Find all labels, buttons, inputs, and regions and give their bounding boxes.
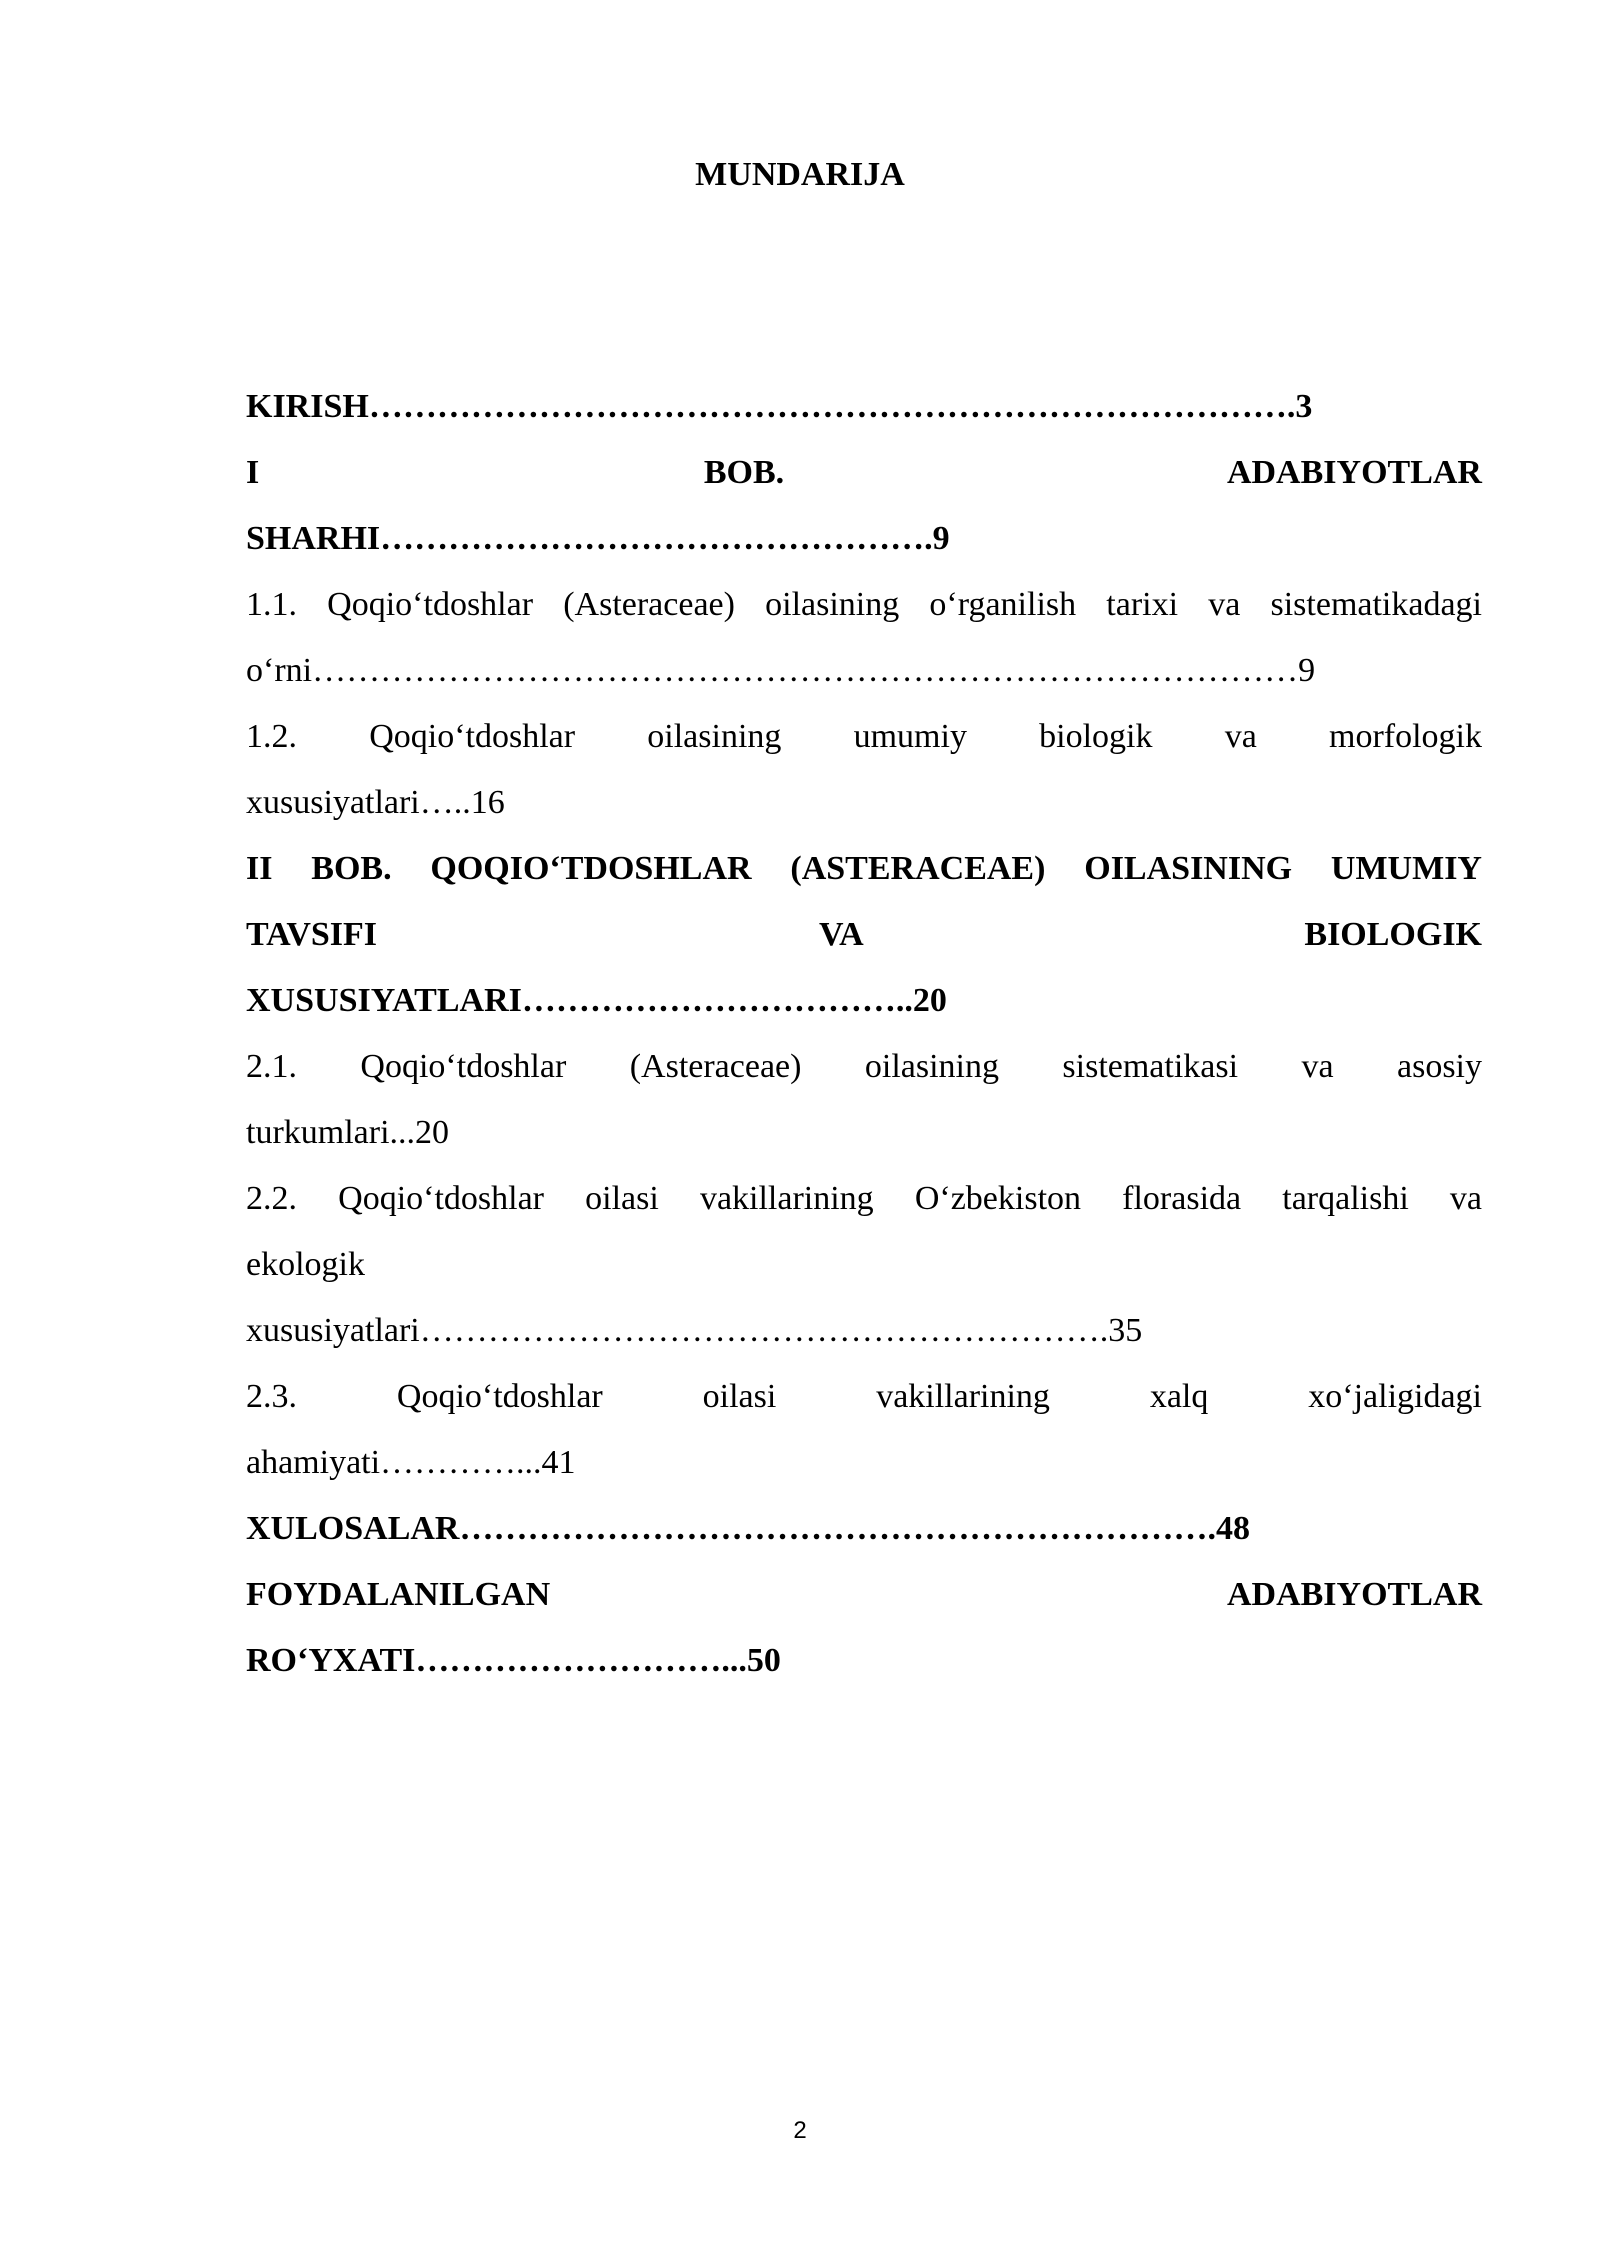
toc-line: XULOSALAR………………………………………………………….48 <box>246 1510 1250 1547</box>
toc-line: SHARHI………………………………………….9 <box>246 520 950 557</box>
toc-line: ekologik <box>246 1246 365 1283</box>
toc-line: XUSUSIYATLARI……………………………..20 <box>246 982 947 1019</box>
toc-line: RO‘YXATI………………………...50 <box>246 1642 781 1679</box>
toc-line: turkumlari...20 <box>246 1114 450 1151</box>
page-title: MUNDARIJA <box>695 156 905 193</box>
toc-line: TAVSIFI VA BIOLOGIK <box>246 916 1482 953</box>
toc-line: xususiyatlari…………………………………………………….35 <box>246 1312 1143 1349</box>
toc-line: 2.3. Qoqio‘tdoshlar oilasi vakillarining xalq xo‘jaligidagi <box>246 1378 1482 1415</box>
toc-line: o‘rni……………………………………………………………………………9 <box>246 652 1316 689</box>
page-number: 2 <box>793 2117 807 2144</box>
toc-line: 2.1. Qoqio‘tdoshlar (Asteraceae) oilasining sistematikasi va asosiy <box>246 1048 1482 1085</box>
toc-line: xususiyatlari…..16 <box>246 784 505 821</box>
toc-line: I BOB. ADABIYOTLAR <box>246 454 1482 491</box>
table-of-contents <box>246 374 1482 1694</box>
toc-line: 1.2. Qoqio‘tdoshlar oilasining umumiy biologik va morfologik <box>246 718 1482 755</box>
toc-line: 1.1. Qoqio‘tdoshlar (Asteraceae) oilasining o‘rganilish tarixi va sistematikadagi <box>246 586 1482 623</box>
toc-line: 2.2. Qoqio‘tdoshlar oilasi vakillarining O‘zbekiston florasida tarqalishi va <box>246 1180 1482 1217</box>
toc-line: FOYDALANILGAN ADABIYOTLAR <box>246 1576 1482 1613</box>
toc-line: II BOB. QOQIO‘TDOSHLAR (ASTERACEAE) OILASINING UMUMIY <box>246 850 1482 887</box>
toc-line: ahamiyati…………...41 <box>246 1444 576 1481</box>
toc-line: KIRISH……………………………………………………………………….3 <box>246 388 1313 425</box>
